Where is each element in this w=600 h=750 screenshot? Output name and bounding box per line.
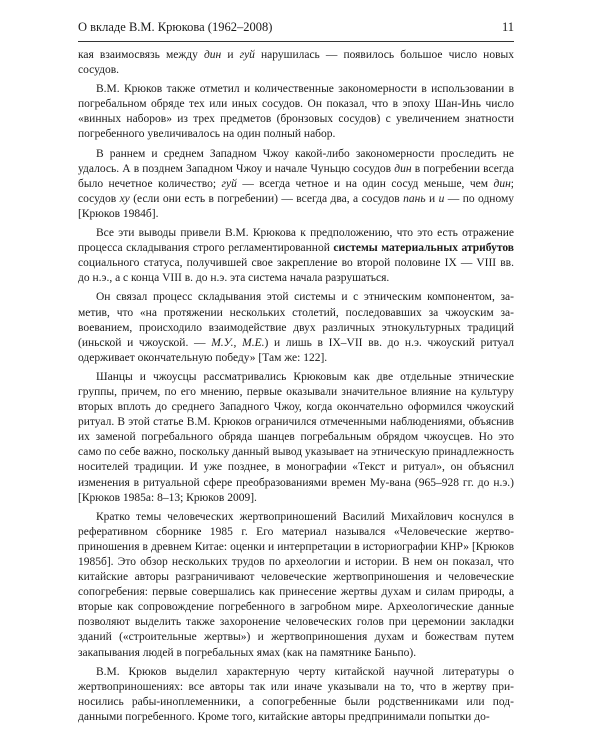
paragraph: Все эти выводы привели В.М. Крюкова к предположению, что это есть отражение процесса складывания строго регламентированной системы материальных атрибутов социального статуса, получившей свое закрепление во второй половине IX — VIII вв. до н.э., а с конца VIII в. до н.э. эта система начала разрушаться. bbox=[78, 227, 514, 285]
paragraph: В.М. Крюков также отметил и количественные закономерности в использовании в погребальном обряде тех или иных сосудов. Он показал, что в эпоху Шан-Инь число «винных наборов» из трех предметов (бронзовых сосудов) с увеличением знатности погребенного увеличивалось на один полный набор. bbox=[78, 83, 514, 141]
paragraph: В.М. Крюков выделил характерную черту китайской научной литературы о жертвоприношениях: все авторы так или иначе указывали на то, что в жертву приносились рабы-иноплеменники, а сопогребенные были родственниками или подданными погребенного. Кроме того, китайские авторы предпринимали попытки до- bbox=[78, 665, 514, 723]
paragraph: Он связал процесс складывания этой системы и с этническим компонентом, заметив, что «на протяжении нескольких столетий, последовавших за чжоуским завоеванием, происходило взаимодействие двух различных этнокультурных традиций (иньской и чжоуской. — М.У., М.Е.) и лишь в IX–VII вв. до н.э. чжоуский ритуал одерживает окончательную победу» [Там же: 122]. bbox=[78, 291, 514, 364]
paragraph: кая взаимосвязь между дин и гуй нарушилась — появилось большое число новых сосудов. bbox=[78, 49, 514, 77]
paragraph: Кратко темы человеческих жертвоприношений Василий Михайлович коснулся в реферативном сборнике 1985 г. Его материал назывался «Человеческие жертвоприношения в древнем Китае: оценки и интерпретации в историографии КНР» [Крюков 1985б]. Это обзор нескольких трудов по археологии и истории. В нем он показал, что китайские авторы разграничивают человеческие жертвоприношения и человеческие сопогребения: первые совершались как принесение жертвы духам и силам природы, а вторые как сопровождение погребенного в загробном мире. Археологические данные позволяют выделить также захоронение человеческих голов при церемонии закладки зданий («строительные жертвы») и жертвоприношения духам и божествам путем закапывания людей в погребальных ямах (как на памятнике Баньпо). bbox=[78, 510, 514, 659]
paragraph: В раннем и среднем Западном Чжоу какой-либо закономерности проследить не удалось. А в позднем Западном Чжоу и начале Чуньцю сосудов дин в погребении всегда было нечетное количество; гуй — всегда четное и на один сосуд меньше, чем дин; сосудов ху (если они есть в погребении) — всегда два, а сосудов пань и и — по одному [Крюков 1984б]. bbox=[78, 147, 515, 220]
header-rule bbox=[78, 41, 514, 42]
running-header bbox=[78, 18, 514, 36]
running-title: О вкладе В.М. Крюкова (1962–2008) bbox=[78, 20, 273, 34]
body-text bbox=[78, 48, 514, 725]
paragraph: Шанцы и чжоусцы рассматривались Крюковым как две отдельные этнические группы, причем, по его мнению, первые оказывали значительное влияние на культуру вторых вплоть до среднего Западного Чжоу, когда окончательно оформился чжоуский ритуал. В этой статье В.М. Крюков ограничился отмеченными наблюдениями, объяснив их заменой погребального обряда шанцев погребальным обрядом чжоусцев. Но это само по себе важно, поскольку данный вывод указывает на этническую принадлежность носителей традиции. И уже позднее, в монографии «Текст и ритуал», он объяснил изменения в ритуальной сфере преобразованиями времен Му-вана (965–928 гг. до н.э.) [Крюков 1985а: 8–13; Крюков 2009]. bbox=[78, 370, 514, 504]
page-number: 11 bbox=[501, 20, 514, 34]
